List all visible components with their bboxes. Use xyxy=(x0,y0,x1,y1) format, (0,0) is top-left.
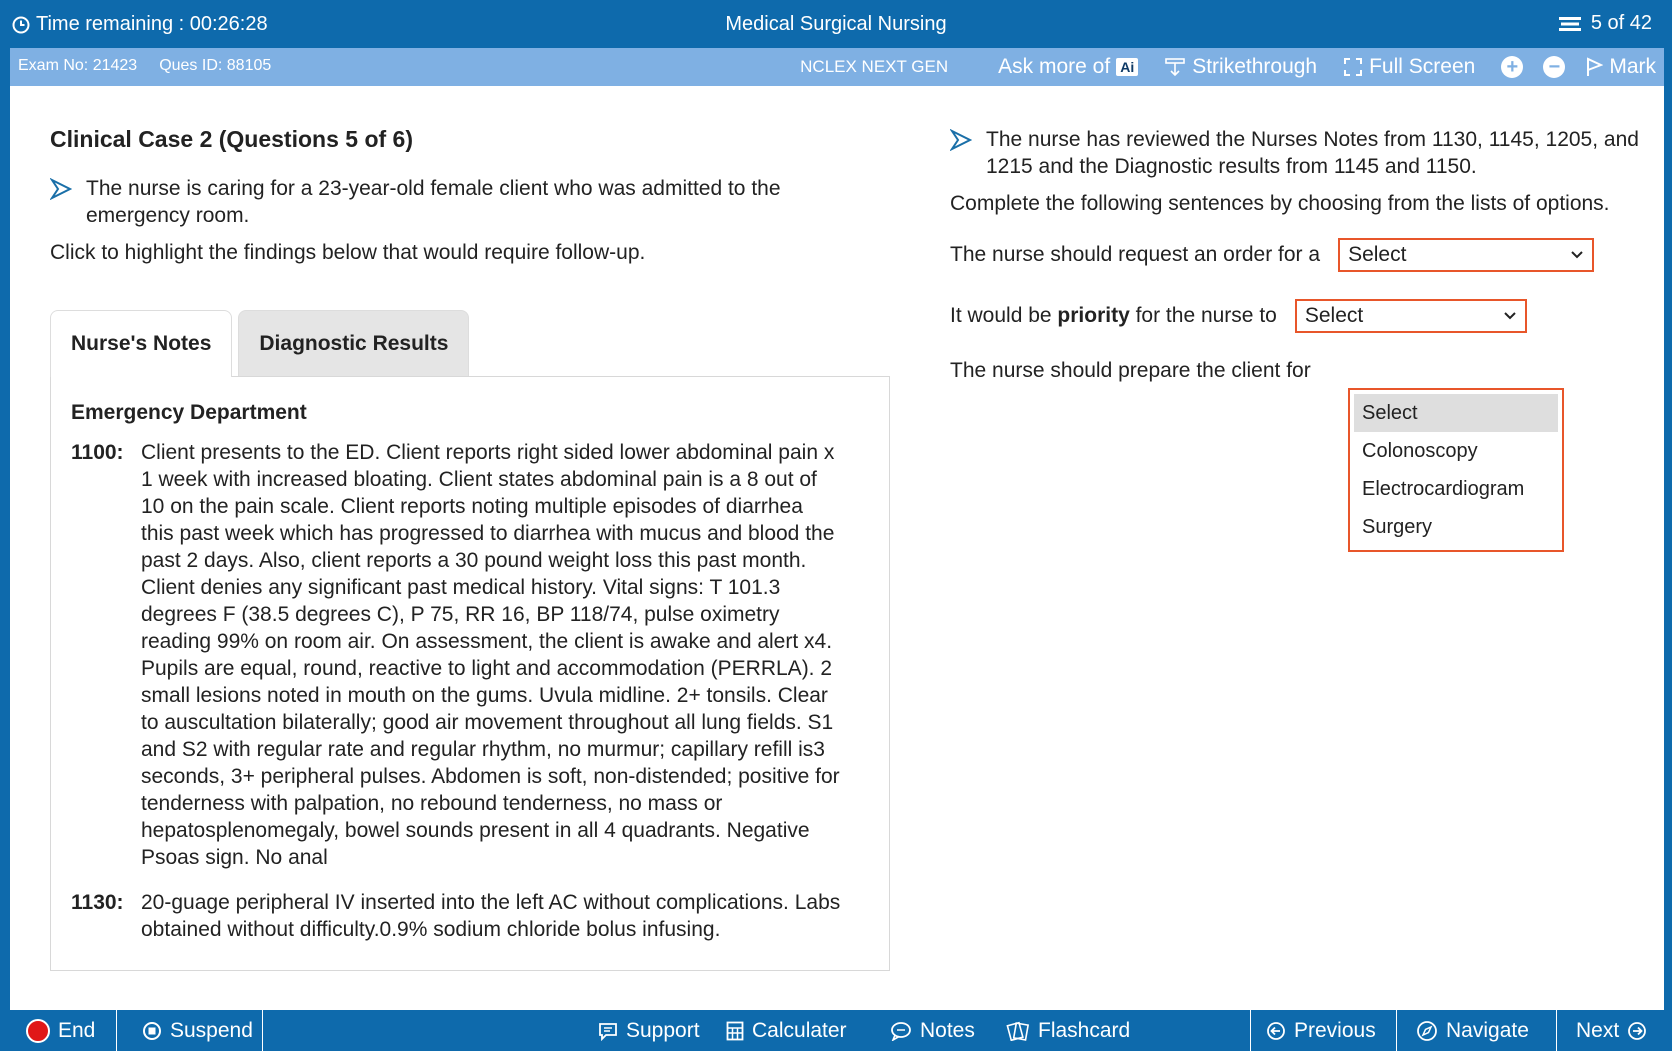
end-label: End xyxy=(58,1018,96,1042)
case-intro-text: The nurse is caring for a 23-year-old female client who was admitted to the emergency room. xyxy=(86,177,781,227)
previous-button[interactable] xyxy=(1266,1010,1376,1051)
tab-diagnostic-results[interactable]: Diagnostic Results xyxy=(238,310,469,376)
support-icon xyxy=(598,1021,618,1041)
sentence-2-value: Select xyxy=(1304,304,1364,327)
sentence-2 xyxy=(950,299,1527,333)
compass-icon xyxy=(1416,1020,1438,1042)
timer-label: Time remaining : 00:26:28 xyxy=(36,13,268,35)
notes-button[interactable] xyxy=(890,1010,975,1051)
ask-ai-button[interactable] xyxy=(998,55,1138,79)
bottom-bar xyxy=(0,1010,1672,1051)
chevron-down-icon xyxy=(1570,250,1584,260)
ask-ai-label: Ask more of xyxy=(998,55,1111,78)
reviewed-text: The nurse has reviewed the Nurses Notes from 1130, 1145, 1205, and 1215 and the Diagnostic results from 1145 and 1150. xyxy=(986,128,1639,178)
case-intro xyxy=(50,175,890,229)
mark-label: Mark xyxy=(1609,55,1656,78)
question-id: Ques ID: 88105 xyxy=(159,57,272,74)
dropdown-option[interactable]: Select xyxy=(1354,394,1558,432)
arrow-left-circle-icon xyxy=(1266,1021,1286,1041)
previous-label: Previous xyxy=(1294,1018,1376,1042)
tab-nurses-notes[interactable]: Nurse's Notes xyxy=(50,310,232,377)
sentence-1 xyxy=(950,238,1594,272)
sentence-1-value: Select xyxy=(1348,243,1407,266)
suspend-icon xyxy=(142,1021,162,1041)
sentence-1-select[interactable] xyxy=(1338,238,1594,272)
question-count-label: 5 of 42 xyxy=(1590,12,1652,34)
calculator-label: Calculater xyxy=(752,1018,847,1042)
calculator-button[interactable] xyxy=(726,1010,847,1051)
nclex-label: NCLEX NEXT GEN xyxy=(800,57,949,76)
note-time: 1130: xyxy=(71,891,124,914)
notes-label: Notes xyxy=(920,1018,975,1042)
full-screen-button[interactable] xyxy=(1343,55,1475,79)
suspend-button[interactable] xyxy=(142,1010,253,1051)
next-button[interactable] xyxy=(1576,1010,1647,1051)
chat-bubble-icon xyxy=(890,1021,912,1041)
divider xyxy=(262,1010,263,1051)
case-instruction: Click to highlight the findings below that would require follow-up. xyxy=(50,241,646,264)
reviewed-statement xyxy=(950,126,1650,180)
question-area xyxy=(950,126,1650,538)
strikethrough-label: Strikethrough xyxy=(1192,55,1318,78)
pointer-arrow-icon xyxy=(50,175,86,229)
note-text[interactable]: Client presents to the ED. Client reports right sided lower abdominal pain x 1 week with increased bloating. Client states abdominal pain is a 8 out of 10 on the pain scale. Client reports noting multiple episodes of diarrhea this past week which has progressed to diarrhea with mucus and blood the past 2 days. Also, client reports a 30 pound weight loss this past month. Client denies any significant past medical history. Vital signs: T 101.3 degrees F (38.5 degrees C), P 75, RR 16, BP 118/74, pulse oximetry reading 99% on room air. On assessment, the client is awake and alert x4. Pupils are equal, round, reactive to light and accommodation (PERRLA). 2 small lesions noted in mouth on the gums. Uvula midline. 2+ tonsils. Clear to auscultation bilaterally; good air movement throughout all lung fields. S1 and S2 with regular rate and regular rhythm, no murmur; capillary refill is3 seconds, 3+ peripheral pulses. Abdomen is soft, non-distended; positive for tenderness with palpation, no rebound tenderness, no mass or hepatosplenomegaly, bowel sounds present in all 4 quadrants. Negative Psoas sign. No anal xyxy=(141,441,840,869)
dropdown-option[interactable]: Colonoscopy xyxy=(1362,439,1478,462)
calculator-icon xyxy=(726,1021,744,1041)
exam-title: Medical Surgical Nursing xyxy=(725,13,947,35)
dropdown-option[interactable]: Electrocardiogram xyxy=(1362,477,1525,500)
mark-button[interactable] xyxy=(1585,55,1656,79)
next-label: Next xyxy=(1576,1018,1620,1042)
complete-instruction: Complete the following sentences by choosing from the lists of options. xyxy=(950,192,1610,215)
note-text[interactable]: 20-guage peripheral IV inserted into the left AC without complications. Labs obtained without difficulty.0.9% sodium chloride bolus infusing. xyxy=(141,891,841,941)
navigate-label: Navigate xyxy=(1446,1018,1529,1042)
sentence-3 xyxy=(950,359,1311,383)
note-time: 1100: xyxy=(71,441,124,464)
flashcard-button[interactable] xyxy=(1006,1010,1130,1051)
full-screen-label: Full Screen xyxy=(1369,55,1476,78)
nurses-notes-panel xyxy=(50,376,890,971)
suspend-label: Suspend xyxy=(170,1018,253,1042)
divider xyxy=(1556,1010,1557,1051)
ai-badge: Ai xyxy=(1116,58,1138,76)
flag-icon xyxy=(1585,57,1603,77)
divider xyxy=(1250,1010,1251,1051)
toolbar xyxy=(10,48,1664,86)
end-button[interactable] xyxy=(26,1010,95,1051)
strikethrough-button[interactable] xyxy=(1164,55,1317,79)
sentence-3-text: The nurse should prepare the client for xyxy=(950,359,1311,382)
case-panel xyxy=(50,126,890,265)
note-entry[interactable] xyxy=(71,889,869,943)
fullscreen-icon xyxy=(1343,57,1363,77)
sentence-2-text: It would be priority for the nurse to xyxy=(950,304,1277,327)
divider xyxy=(116,1010,117,1051)
pointer-arrow-icon xyxy=(950,126,986,180)
divider xyxy=(1396,1010,1397,1051)
department-heading: Emergency Department xyxy=(71,401,307,424)
dropdown-option[interactable]: Surgery xyxy=(1362,515,1433,538)
plus-icon: + xyxy=(1501,56,1523,78)
flashcard-icon xyxy=(1006,1021,1030,1041)
flashcard-label: Flashcard xyxy=(1038,1018,1131,1042)
support-button[interactable] xyxy=(598,1010,700,1051)
strikethrough-icon xyxy=(1164,57,1186,77)
chevron-down-icon xyxy=(1503,311,1517,321)
tab-bar xyxy=(50,310,475,377)
exam-number: Exam No: 21423 xyxy=(18,57,138,74)
question-panel xyxy=(10,86,1664,1010)
minus-icon: − xyxy=(1543,56,1565,78)
sentence-1-text: The nurse should request an order for a xyxy=(950,243,1321,266)
zoom-out-button[interactable] xyxy=(1543,56,1565,78)
sentence-3-dropdown[interactable] xyxy=(1348,388,1564,552)
question-count xyxy=(1557,12,1652,35)
sentence-2-select[interactable] xyxy=(1295,299,1527,333)
arrow-right-circle-icon xyxy=(1627,1021,1647,1041)
question-list-icon xyxy=(1557,15,1583,33)
support-label: Support xyxy=(626,1018,700,1042)
zoom-in-button[interactable] xyxy=(1501,56,1523,78)
top-bar xyxy=(0,0,1672,48)
stop-icon xyxy=(26,1019,50,1043)
case-title: Clinical Case 2 (Questions 5 of 6) xyxy=(50,126,413,152)
note-entry[interactable] xyxy=(71,439,869,871)
navigate-button[interactable] xyxy=(1416,1010,1529,1051)
